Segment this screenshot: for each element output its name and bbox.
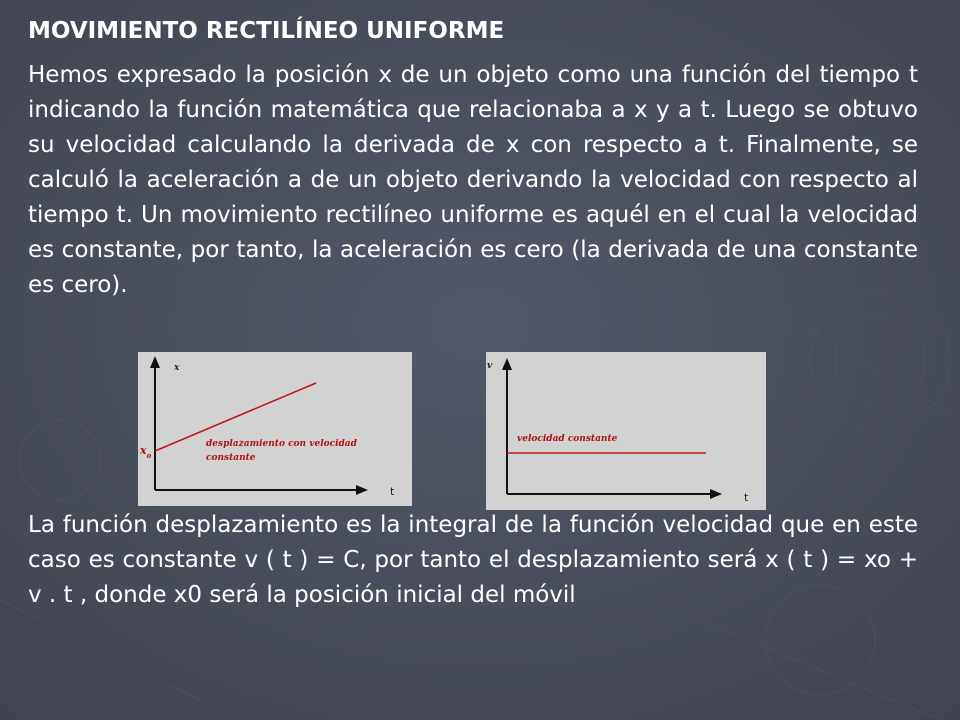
slide-title: MOVIMIENTO RECTILÍNEO UNIFORME bbox=[28, 18, 505, 44]
constant-velocity-label: velocidad constante bbox=[517, 434, 618, 444]
displacement-line-label-1: desplazamiento con velocidad bbox=[206, 439, 357, 449]
x-axis-label: t bbox=[744, 491, 749, 504]
origin-label: $x_o$ bbox=[140, 444, 152, 460]
velocity-graph bbox=[486, 352, 766, 510]
position-graph bbox=[138, 352, 412, 506]
y-axis-arrow bbox=[150, 356, 160, 368]
y-axis-arrow bbox=[502, 358, 512, 370]
x-axis-arrow bbox=[710, 489, 722, 499]
intro-paragraph: Hemos expresado la posición x de un objeto como una función del tiempo t indicando la función matemática que relacionaba a x y a t. Luego se obtuvo su velocidad calculando la derivada de x con respecto a t. Finalmente, se calculó la aceleración a de un objeto derivando la velocidad con respecto al tiempo t. Un movimiento rectilíneo uniforme es aquél en el cual la velocidad es constante, por tanto, la aceleración es cero (la derivada de una constante es cero). bbox=[28, 62, 918, 298]
x-axis-arrow bbox=[356, 485, 368, 495]
x-axis-label: t bbox=[390, 485, 395, 498]
y-axis-label: v bbox=[487, 361, 493, 371]
displacement-line-label-2: constante bbox=[206, 453, 256, 463]
y-axis-label: x bbox=[174, 363, 180, 373]
integral-paragraph: La función desplazamiento es la integral de la función velocidad que en este caso es constante v ( t ) = C, por tanto el desplazamiento será x ( t ) = xo + v . t , donde x0 será la posición inicial del móvil bbox=[28, 512, 918, 608]
